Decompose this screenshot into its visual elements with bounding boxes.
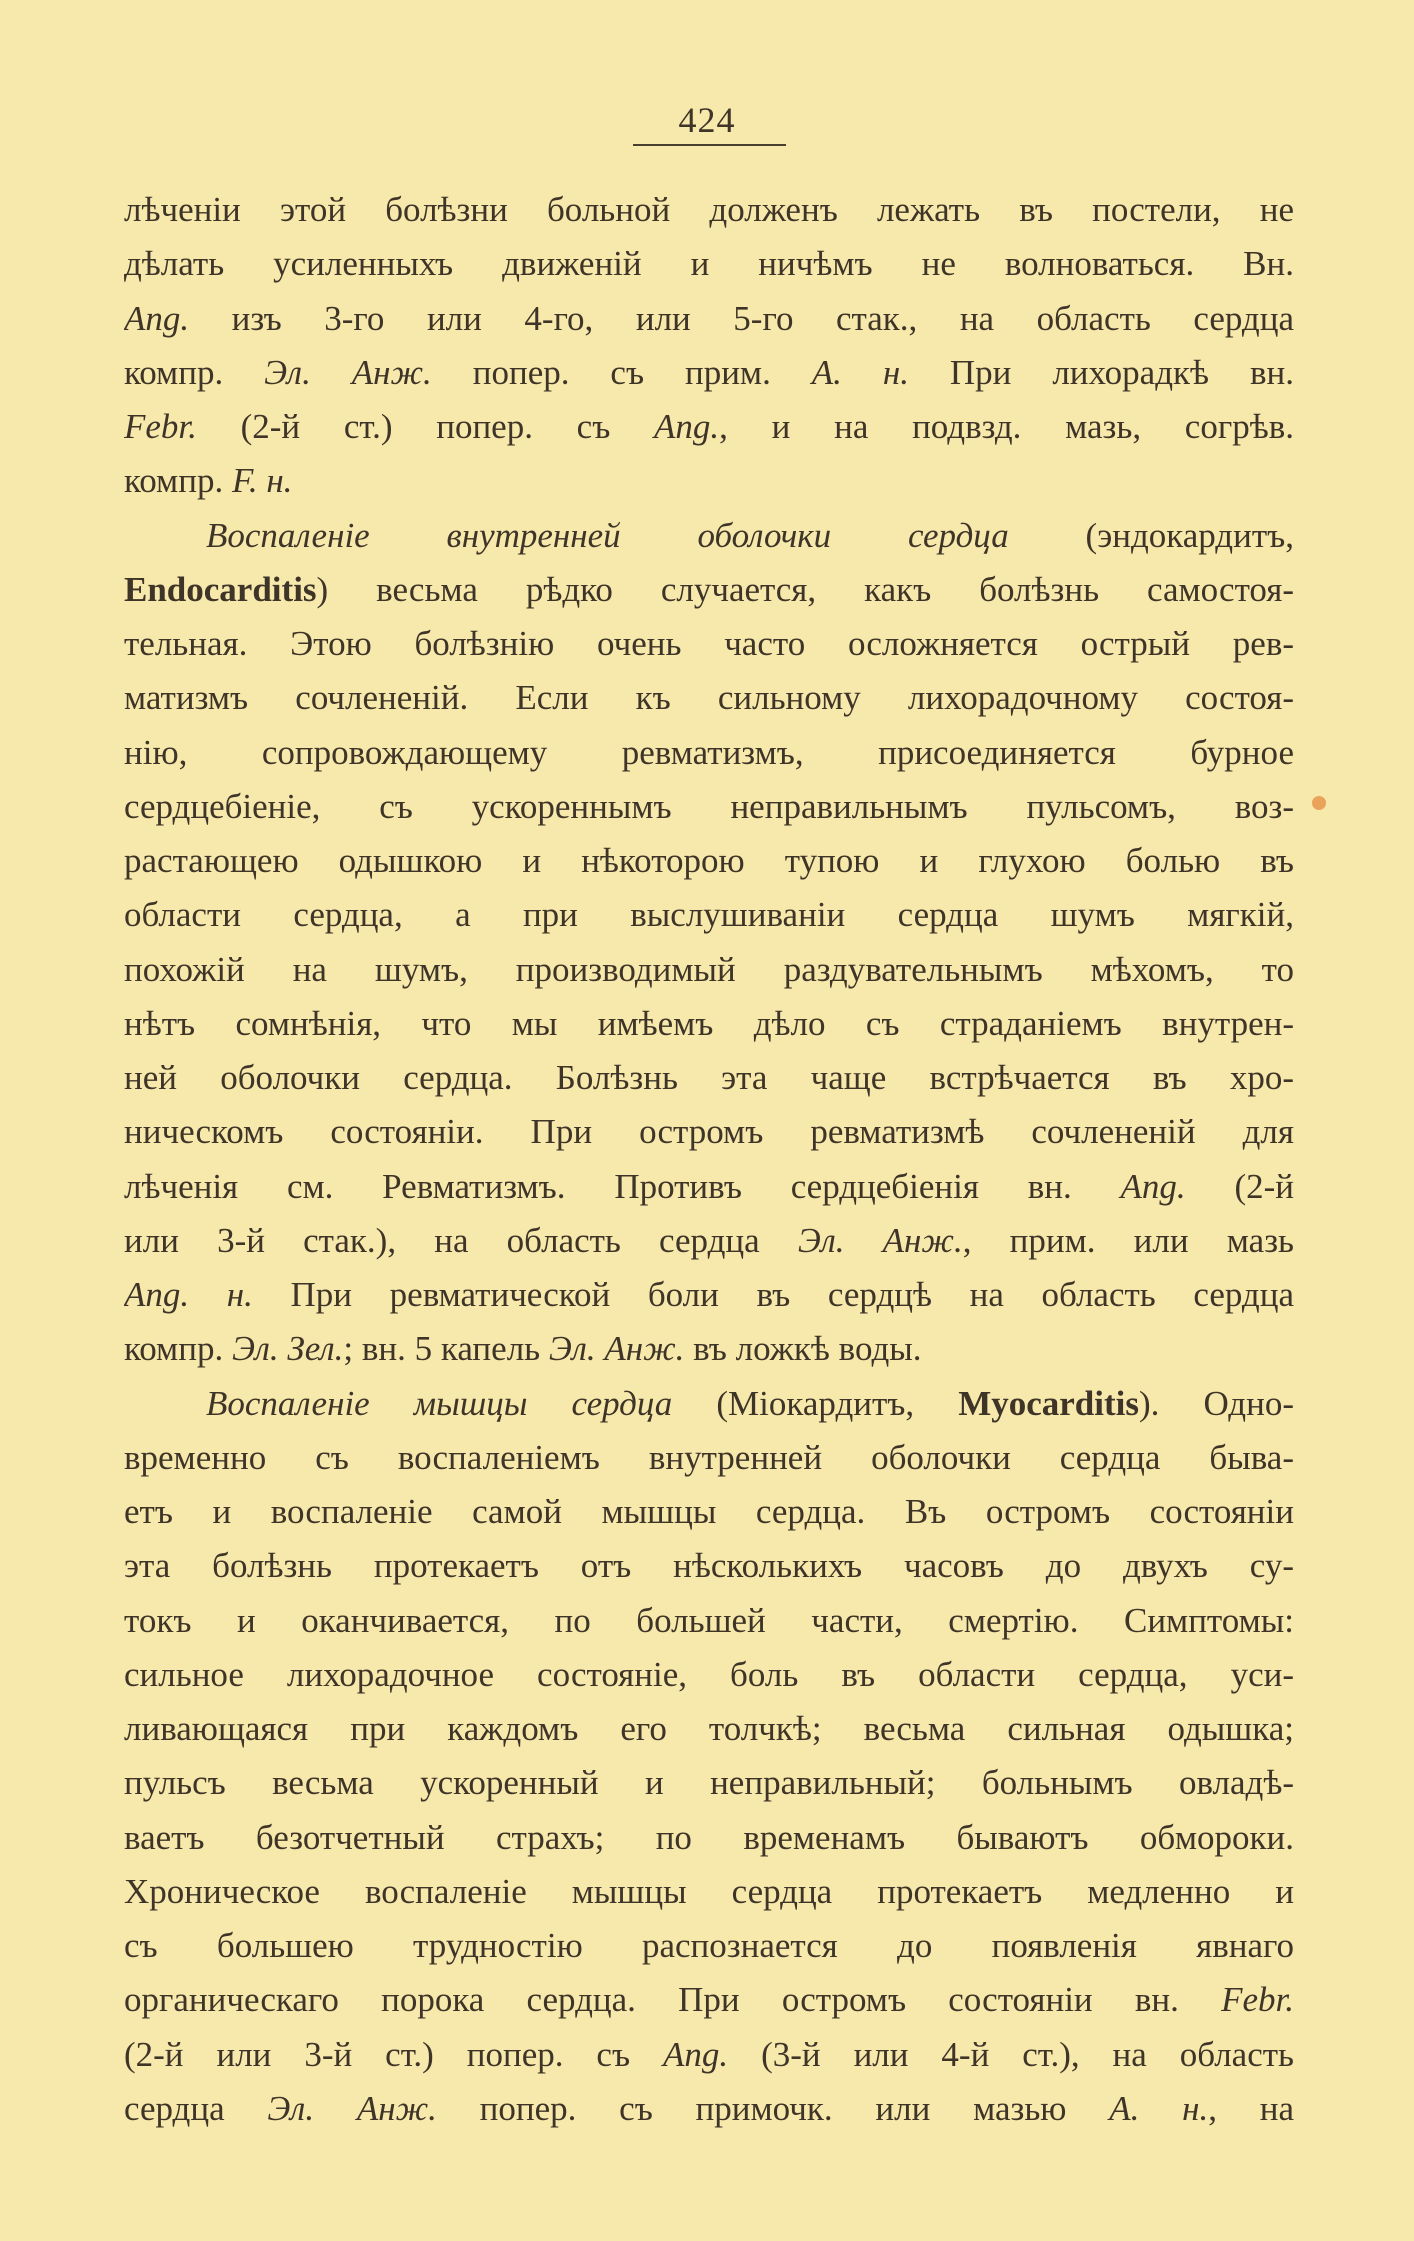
italic-term: Ang. н. bbox=[124, 1275, 253, 1314]
italic-term: Эл. Анж. bbox=[797, 1220, 963, 1260]
text-line: токъ и оканчивается, по большей части, смертію. Симптомы: bbox=[124, 1600, 1294, 1640]
text-line: эта болѣзнь протекаетъ отъ нѣсколькихъ часовъ до двухъ су- bbox=[124, 1546, 1294, 1586]
text-line: сердцебіеніе, съ ускореннымъ неправильнымъ пульсомъ, воз- bbox=[124, 786, 1294, 826]
italic-term: Ang. bbox=[1120, 1166, 1186, 1206]
italic-term: Ang. bbox=[124, 298, 190, 338]
paragraph-start-endocarditis: Воспаленіе внутренней оболочки сердца (эндокардитъ, bbox=[206, 515, 1294, 555]
text-line: сильное лихорадочное состояніе, боль въ области сердца, уси- bbox=[124, 1654, 1294, 1694]
latin-term: Myocarditis bbox=[958, 1383, 1139, 1423]
italic-term: А. н. bbox=[811, 352, 909, 392]
header-rule bbox=[633, 144, 786, 146]
paragraph-start-myocarditis: Воспаленіе мышцы сердца (Міокардитъ, Myocarditis). Одно- bbox=[206, 1383, 1294, 1423]
italic-term: Эл. Анж. bbox=[264, 352, 432, 392]
italic-term: Эл. Анж. bbox=[267, 2088, 437, 2128]
italic-term: А. н. bbox=[1109, 2088, 1209, 2128]
text-line: лѣченіи этой болѣзни больной долженъ лежать въ постели, не bbox=[124, 190, 1294, 229]
text-line: матизмъ сочлененій. Если къ сильному лихорадочному состоя- bbox=[124, 678, 1294, 718]
text-line: (2-й или 3-й ст.) попер. съ Ang. (3-й или 4-й ст.), на область bbox=[124, 2034, 1294, 2074]
body-text bbox=[124, 183, 1294, 2136]
text-line: ническомъ состояніи. При остромъ ревматизмѣ сочлененій для bbox=[124, 1112, 1294, 1152]
text-line: нѣтъ сомнѣнія, что мы имѣемъ дѣло съ страданіемъ внутрен- bbox=[124, 1003, 1294, 1043]
text-line: сердца Эл. Анж. попер. съ примочк. или мазью А. н., на bbox=[124, 2088, 1294, 2128]
italic-term: Эл. Анж. bbox=[548, 1329, 685, 1369]
text-line: пульсъ весьма ускоренный и неправильный; больнымъ овладѣ- bbox=[124, 1763, 1294, 1803]
text-line: лѣченія см. Ревматизмъ. Противъ сердцебіенія вн. Ang. (2-й bbox=[124, 1166, 1294, 1206]
text-line: похожій на шумъ, производимый раздувательнымъ мѣхомъ, то bbox=[124, 949, 1294, 989]
text-line: растающею одышкою и нѣкоторою тупою и глухою болью въ bbox=[124, 841, 1294, 880]
italic-term: Воспаленіе мышцы сердца bbox=[206, 1383, 673, 1423]
text-line: Ang. изъ 3-го или 4-го, или 5-го стак., на область сердца bbox=[124, 298, 1294, 338]
ink-stain-dot bbox=[1312, 796, 1326, 810]
italic-term: F. н. bbox=[231, 461, 293, 501]
latin-term: Endocarditis bbox=[124, 569, 317, 609]
italic-term: Эл. Зел. bbox=[231, 1329, 344, 1369]
text-line: дѣлать усиленныхъ движеній и ничѣмъ не волноваться. Вн. bbox=[124, 244, 1294, 284]
text-line: Хроническое воспаленіе мышцы сердца протекаетъ медленно и bbox=[124, 1871, 1294, 1911]
text-line: ливающаяся при каждомъ его толчкѣ; весьма сильная одышка; bbox=[124, 1709, 1294, 1748]
italic-term: Ang. bbox=[663, 2034, 729, 2074]
text-line: Febr. (2-й ст.) попер. съ Ang., и на подвзд. мазь, согрѣв. bbox=[124, 407, 1294, 446]
text-line: или 3-й стак.), на область сердца Эл. Анж., прим. или мазь bbox=[124, 1220, 1294, 1260]
text-line: ваетъ безотчетный страхъ; по временамъ бываютъ обмороки. bbox=[124, 1817, 1294, 1857]
text-line: ней оболочки сердца. Болѣзнь эта чаще встрѣчается въ хро- bbox=[124, 1058, 1294, 1097]
italic-term: Febr. bbox=[124, 407, 197, 446]
page-number: 424 bbox=[678, 100, 736, 140]
text-line: области сердца, а при выслушиваніи сердца шумъ мягкій, bbox=[124, 895, 1294, 935]
italic-term: Ang. bbox=[654, 407, 720, 446]
italic-term: Воспаленіе внутренней оболочки сердца bbox=[206, 515, 1009, 555]
italic-term: Febr. bbox=[1221, 1980, 1294, 2020]
text-line: етъ и воспаленіе самой мышцы сердца. Въ остромъ состояніи bbox=[124, 1492, 1294, 1531]
text-line: органическаго порока сердца. При остромъ состояніи вн. Febr. bbox=[124, 1980, 1294, 2020]
text-line: Endocarditis) весьма рѣдко случается, какъ болѣзнь самостоя- bbox=[124, 569, 1294, 609]
text-line: нію, сопровождающему ревматизмъ, присоединяется бурное bbox=[124, 732, 1294, 772]
text-line: компр. Эл. Анж. попер. съ прим. А. н. При лихорадкѣ вн. bbox=[124, 352, 1294, 392]
text-line: съ большею трудностію распознается до появленія явнаго bbox=[124, 1926, 1294, 1965]
text-line: временно съ воспаленіемъ внутренней оболочки сердца быва- bbox=[124, 1437, 1294, 1477]
text-line: компр. Эл. Зел.; вн. 5 капель Эл. Анж. въ ложкѣ воды. bbox=[124, 1329, 922, 1369]
text-line: Ang. н. При ревматической боли въ сердцѣ на область сердца bbox=[124, 1275, 1294, 1314]
text-line: компр. F. н. bbox=[124, 461, 293, 501]
text-line: тельная. Этою болѣзнію очень часто осложняется острый рев- bbox=[124, 624, 1294, 663]
